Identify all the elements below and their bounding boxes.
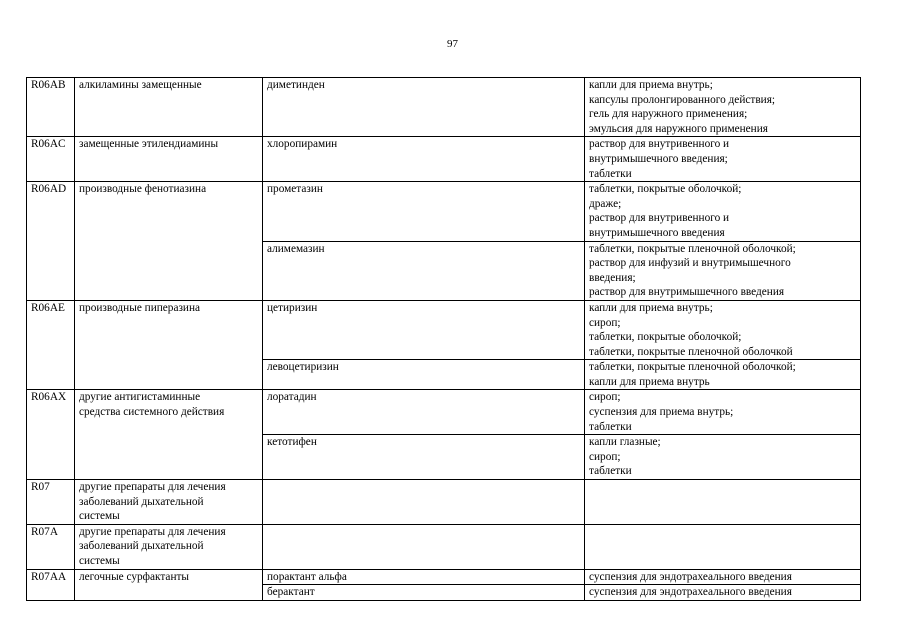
group-line: другие препараты для лечения: [79, 525, 226, 538]
dosage-form: капли глазные;: [589, 436, 661, 449]
group-cell: [75, 524, 263, 569]
group-line: другие антигистаминные: [79, 391, 201, 404]
dosage-form: суспензия для приема внутрь;: [589, 406, 734, 419]
dosage-form: таблетки: [589, 420, 632, 433]
dosage-form: таблетки, покрытые оболочкой;: [589, 331, 742, 344]
dosage-form: таблетки, покрытые пленочной оболочкой: [589, 345, 793, 358]
atc-code-cell: R06AC: [27, 137, 75, 182]
dosage-form: эмульсия для наружного применения: [589, 122, 768, 135]
dosage-form: таблетки, покрытые оболочкой;: [589, 183, 742, 196]
atc-code-cell: R06AB: [27, 78, 75, 137]
dosage-form: таблетки, покрытые пленочной оболочкой;: [589, 361, 796, 374]
drug-classification-table: [26, 77, 861, 601]
dosage-form: таблетки: [589, 167, 632, 180]
dosage-forms-cell: [585, 300, 861, 359]
dosage-forms-cell: [585, 569, 861, 585]
page-number: 97: [447, 38, 458, 50]
atc-code-cell: R07A: [27, 524, 75, 569]
dosage-form: капли для приема внутрь: [589, 375, 710, 388]
dosage-form: сироп;: [589, 391, 621, 404]
table-row: [27, 569, 861, 585]
dosage-form: раствор для внутримышечного введения: [589, 286, 785, 299]
dosage-forms-cell: [585, 78, 861, 137]
group-cell: производные фенотиазина: [75, 182, 263, 301]
dosage-form: суспензия для эндотрахеального введения: [589, 586, 792, 599]
group-cell: замещенные этилендиамины: [75, 137, 263, 182]
table-row: [27, 390, 861, 435]
drug-name-cell: прометазин: [263, 182, 585, 241]
dosage-form: сироп;: [589, 450, 621, 463]
table-row: [27, 137, 861, 182]
dosage-form: внутримышечного введения: [589, 226, 725, 239]
dosage-form: раствор для внутривенного и: [589, 138, 730, 151]
atc-code-cell: R07AA: [27, 569, 75, 600]
dosage-form: внутримышечного введения;: [589, 152, 728, 165]
group-cell: производные пиперазина: [75, 300, 263, 390]
table-row: [27, 182, 861, 241]
atc-code-cell: R06AX: [27, 390, 75, 480]
dosage-form: таблетки, покрытые пленочной оболочкой;: [589, 242, 796, 255]
drug-name-cell: цетиризин: [263, 300, 585, 359]
dosage-form: введения;: [589, 271, 636, 284]
drug-name-cell: диметинден: [263, 78, 585, 137]
dosage-forms-cell: [585, 241, 861, 300]
dosage-form: драже;: [589, 197, 622, 210]
atc-code-cell: [27, 182, 75, 301]
table-row: [27, 524, 861, 569]
dosage-form: раствор для внутривенного и: [589, 212, 730, 225]
dosage-form: капли для приема внутрь;: [589, 79, 713, 91]
table-row: [27, 78, 861, 137]
group-line: системы: [79, 555, 120, 567]
dosage-form: капсулы пролонгированного действия;: [589, 93, 776, 106]
dosage-forms-cell: [585, 480, 861, 525]
group-cell: [75, 480, 263, 525]
group-cell: алкиламины замещенные: [75, 78, 263, 137]
drug-name-cell: [263, 524, 585, 569]
atc-code-cell: R06AE: [27, 300, 75, 390]
group-line: системы: [79, 510, 120, 523]
drug-name-cell: берактант: [263, 585, 585, 601]
drug-name-cell: хлоропирамин: [263, 137, 585, 182]
dosage-form: сироп;: [589, 316, 621, 329]
drug-name-cell: лоратадин: [263, 390, 585, 435]
drug-name-cell: левоцетиризин: [263, 360, 585, 390]
group-line: средства системного действия: [79, 406, 225, 419]
dosage-form: капли для приема внутрь;: [589, 301, 713, 314]
group-line: другие препараты для лечения: [79, 481, 226, 494]
dosage-forms-cell: [585, 585, 861, 601]
table-row: [27, 300, 861, 359]
group-line: заболеваний дыхательной: [79, 495, 204, 508]
dosage-form: гель для наружного применения;: [589, 108, 748, 121]
group-line: заболеваний дыхательной: [79, 540, 204, 553]
drug-name-cell: порактант альфа: [263, 569, 585, 585]
group-cell: [75, 390, 263, 480]
dosage-forms-cell: [585, 435, 861, 480]
atc-code: R06AD: [31, 183, 67, 196]
dosage-forms-cell: [585, 137, 861, 182]
dosage-forms-cell: [585, 524, 861, 569]
atc-code-cell: R07: [27, 480, 75, 525]
drug-name-cell: [263, 480, 585, 525]
dosage-forms-cell: [585, 182, 861, 241]
table-row: [27, 480, 861, 525]
drug-name-cell: кетотифен: [263, 435, 585, 480]
dosage-forms-cell: [585, 360, 861, 390]
dosage-form: таблетки: [589, 465, 632, 478]
dosage-forms-cell: [585, 390, 861, 435]
group-cell: легочные сурфактанты: [75, 569, 263, 600]
dosage-form: раствор для инфузий и внутримышечного: [589, 257, 791, 270]
drug-name-cell: алимемазин: [263, 241, 585, 300]
dosage-form: суспензия для эндотрахеального введения: [589, 570, 792, 583]
